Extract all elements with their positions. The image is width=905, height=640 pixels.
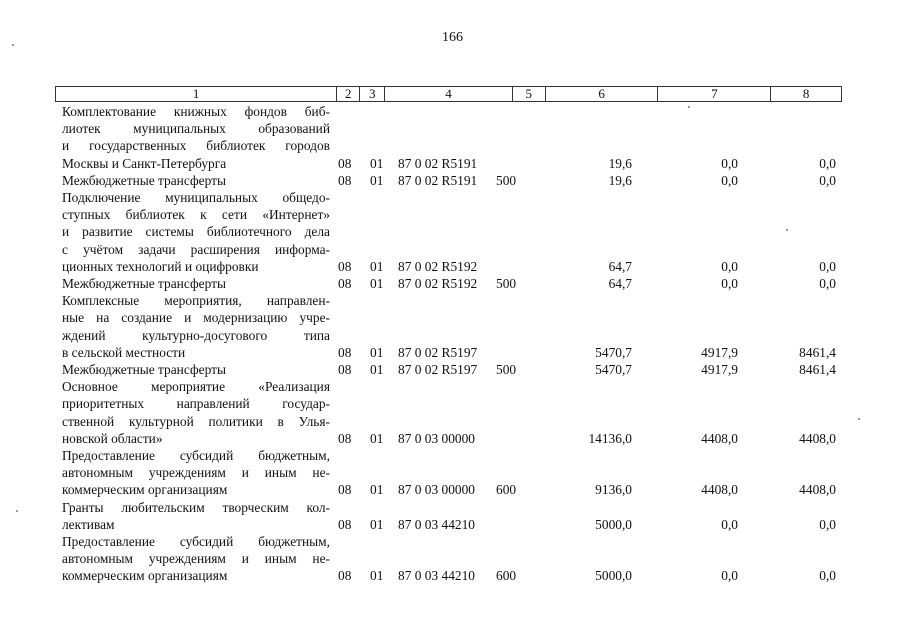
description-line: коммерческим организациям [62, 482, 228, 498]
target-article-code: 87 0 03 00000 [398, 482, 475, 498]
target-article-code: 87 0 02 R5192 [398, 275, 478, 291]
table-row [0, 103, 905, 172]
column-header-2: 2 [337, 87, 360, 101]
table-row [0, 172, 905, 189]
subsection-code: 01 [370, 568, 384, 584]
amount-year-1: 64,7 [608, 258, 632, 274]
amount-year-2: 0,0 [721, 155, 738, 171]
target-article-code: 87 0 02 R5191 [398, 155, 478, 171]
table-row [0, 533, 905, 585]
description-line: автономным учреждениям и иным не- [62, 465, 330, 481]
section-code: 08 [338, 482, 352, 498]
description-line: Межбюджетные трансферты [62, 276, 226, 291]
subsection-code: 01 [370, 275, 384, 291]
column-header-3: 3 [360, 87, 385, 101]
description-line: ступных библиотек к сети «Интернет» [62, 207, 330, 223]
row-description [62, 292, 330, 361]
expense-type-code: 500 [496, 275, 517, 291]
amount-year-2: 0,0 [721, 568, 738, 584]
row-description [62, 275, 330, 292]
description-line: ные на создание и модернизацию учре- [62, 310, 330, 326]
subsection-code: 01 [370, 155, 384, 171]
row-description [62, 533, 330, 585]
section-code: 08 [338, 568, 352, 584]
amount-year-2: 0,0 [721, 172, 738, 188]
amount-year-2: 0,0 [721, 516, 738, 532]
subsection-code: 01 [370, 172, 384, 188]
row-description [62, 103, 330, 172]
target-article-code: 87 0 02 R5197 [398, 361, 478, 377]
column-header-7: 7 [658, 87, 771, 101]
section-code: 08 [338, 155, 352, 171]
target-article-code: 87 0 02 R5191 [398, 172, 478, 188]
subsection-code: 01 [370, 344, 384, 360]
amount-year-3: 0,0 [819, 516, 836, 532]
description-line: Межбюджетные трансферты [62, 172, 226, 188]
amount-year-2: 4408,0 [701, 482, 738, 498]
section-code: 08 [338, 430, 352, 446]
table-row [0, 189, 905, 275]
row-description [62, 499, 330, 533]
description-line: лиотек муниципальных образований [62, 121, 330, 137]
expense-type-code: 600 [496, 482, 517, 498]
subsection-code: 01 [370, 361, 384, 377]
target-article-code: 87 0 03 00000 [398, 430, 475, 446]
column-header-1: 1 [56, 87, 337, 101]
table-row [0, 447, 905, 499]
amount-year-3: 0,0 [819, 568, 836, 584]
column-header-5: 5 [513, 87, 546, 101]
amount-year-3: 8461,4 [799, 344, 836, 360]
description-line: новской области» [62, 430, 163, 446]
amount-year-2: 0,0 [721, 275, 738, 291]
description-line: приоритетных направлений государ- [62, 396, 330, 412]
amount-year-2: 4917,9 [701, 344, 738, 360]
subsection-code: 01 [370, 516, 384, 532]
amount-year-3: 4408,0 [799, 482, 836, 498]
expense-type-code: 600 [496, 568, 517, 584]
subsection-code: 01 [370, 430, 384, 446]
description-line: ционных технологий и оцифровки [62, 258, 259, 274]
row-description [62, 189, 330, 275]
amount-year-3: 0,0 [819, 155, 836, 171]
description-line: Предоставление субсидий бюджетным, [62, 448, 330, 463]
scan-speck [858, 418, 860, 420]
description-line: в сельской местности [62, 344, 186, 360]
subsection-code: 01 [370, 482, 384, 498]
amount-year-1: 19,6 [608, 172, 632, 188]
column-number-header [55, 86, 842, 102]
amount-year-1: 14136,0 [588, 430, 632, 446]
section-code: 08 [338, 344, 352, 360]
description-line: Комплектование книжных фондов биб- [62, 104, 330, 119]
scan-speck [16, 510, 18, 512]
target-article-code: 87 0 02 R5192 [398, 258, 478, 274]
amount-year-2: 4408,0 [701, 430, 738, 446]
description-line: автономным учреждениям и иным не- [62, 551, 330, 567]
amount-year-1: 5000,0 [595, 516, 632, 532]
description-line: с учётом задачи расширения информа- [62, 241, 330, 257]
amount-year-1: 5470,7 [595, 361, 632, 377]
amount-year-1: 9136,0 [595, 482, 632, 498]
row-description [62, 447, 330, 499]
row-description [62, 378, 330, 447]
section-code: 08 [338, 258, 352, 274]
description-line: и государственных библиотек городов [62, 138, 330, 154]
description-line: Гранты любительским творческим кол- [62, 499, 330, 515]
scan-speck [12, 44, 14, 46]
section-code: 08 [338, 516, 352, 532]
target-article-code: 87 0 03 44210 [398, 568, 475, 584]
description-line: ждений культурно-досугового типа [62, 327, 330, 343]
column-header-6: 6 [546, 87, 659, 101]
description-line: ственной культурной политики в Улья- [62, 413, 330, 429]
column-header-4: 4 [385, 87, 513, 101]
description-line: Основное мероприятие «Реализация [62, 379, 330, 395]
section-code: 08 [338, 172, 352, 188]
description-line: Комплексные мероприятия, направлен- [62, 293, 330, 309]
description-line: Подключение муниципальных общедо- [62, 190, 330, 205]
table-row [0, 361, 905, 378]
page-number: 166 [442, 30, 463, 45]
amount-year-3: 4408,0 [799, 430, 836, 446]
table-row [0, 292, 905, 361]
table-row [0, 275, 905, 292]
table-row [0, 378, 905, 447]
description-line: Москвы и Санкт-Петербурга [62, 155, 227, 171]
description-line: Межбюджетные трансферты [62, 362, 226, 377]
amount-year-2: 4917,9 [701, 361, 738, 377]
amount-year-3: 0,0 [819, 258, 836, 274]
target-article-code: 87 0 02 R5197 [398, 344, 478, 360]
amount-year-3: 0,0 [819, 275, 836, 291]
expense-type-code: 500 [496, 172, 517, 188]
description-line: Предоставление субсидий бюджетным, [62, 534, 330, 549]
section-code: 08 [338, 275, 352, 291]
scan-speck [786, 229, 788, 231]
amount-year-2: 0,0 [721, 258, 738, 274]
column-header-8: 8 [802, 86, 810, 101]
amount-year-1: 5470,7 [595, 344, 632, 360]
amount-year-1: 19,6 [608, 155, 632, 171]
row-description [62, 172, 330, 189]
subsection-code: 01 [370, 258, 384, 274]
amount-year-1: 64,7 [608, 275, 632, 291]
section-code: 08 [338, 361, 352, 377]
target-article-code: 87 0 03 44210 [398, 516, 475, 532]
scan-speck [688, 106, 690, 108]
amount-year-3: 0,0 [819, 172, 836, 188]
description-line: и развитие системы библиотечного дела [62, 224, 330, 240]
row-description [62, 361, 330, 378]
description-line: лективам [62, 516, 115, 532]
amount-year-1: 5000,0 [595, 568, 632, 584]
amount-year-3: 8461,4 [799, 361, 836, 377]
description-line: коммерческим организациям [62, 568, 228, 584]
table-row [0, 499, 905, 533]
expense-type-code: 500 [496, 361, 517, 377]
